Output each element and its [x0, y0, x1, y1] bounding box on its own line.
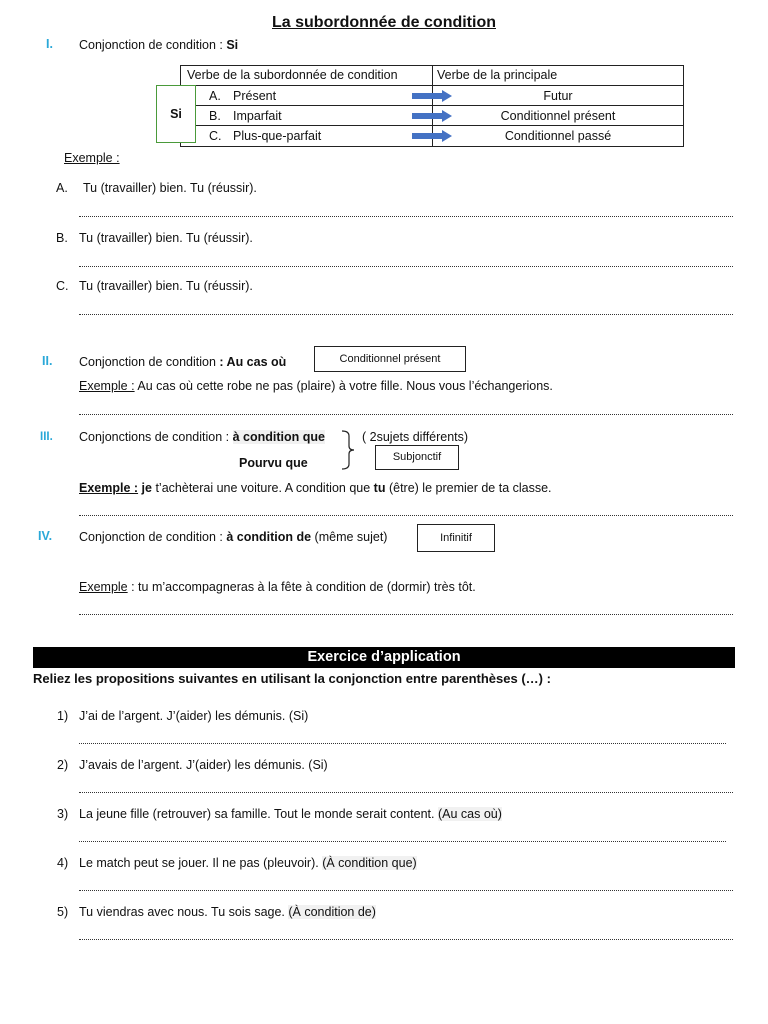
exemple-2: Exemple : Au cas où cette robe ne pas (plaire) à votre fille. Nous vous l’échangerions. [79, 379, 553, 393]
answer-line[interactable] [79, 841, 726, 842]
answer-line[interactable] [79, 890, 733, 891]
arrow-right-icon [412, 130, 452, 142]
answer-line[interactable] [79, 792, 733, 793]
answer-line[interactable] [79, 939, 733, 940]
list-item-letter: B. [56, 231, 68, 245]
row-result: Conditionnel passé [504, 129, 612, 143]
table-header-col2: Verbe de la principale [437, 68, 558, 82]
section-numeral-3: III. [40, 431, 53, 443]
exercise-item: La jeune fille (retrouver) sa famille. Tout le monde serait content. (Au cas où) [79, 807, 502, 821]
exemple-label-1: Exemple : [64, 151, 120, 165]
brace-icon [340, 430, 356, 470]
list-item-letter: C. [56, 279, 69, 293]
exercise-item: Tu viendras avec nous. Tu sois sage. (À condition de) [79, 905, 376, 919]
answer-line[interactable] [79, 515, 733, 516]
section-numeral-4: IV. [38, 529, 53, 543]
section-heading-3: Conjonctions de condition : à condition que [79, 430, 325, 444]
list-item-letter: A. [56, 181, 68, 195]
exercise-banner: Exercice d’application [33, 647, 735, 668]
table-header-col1: Verbe de la subordonnée de condition [187, 68, 398, 82]
exercise-item: J’avais de l’argent. J’(aider) les démunis. (Si) [79, 758, 328, 772]
si-label-box: Si [156, 85, 196, 143]
mode-box-conditionnel: Conditionnel présent [314, 346, 466, 372]
answer-line[interactable] [79, 614, 733, 615]
subject-note: ( 2sujets différents) [362, 430, 469, 444]
section-heading-4: Conjonction de condition : à condition de (même sujet) [79, 530, 388, 544]
conj-pourvu-que: Pourvu que [239, 456, 308, 470]
answer-line[interactable] [79, 216, 733, 217]
exercise-item: Le match peut se jouer. Il ne pas (pleuvoir). (À condition que) [79, 856, 417, 870]
answer-line[interactable] [79, 414, 733, 415]
exercise-instruction: Reliez les propositions suivantes en utilisant la conjonction entre parenthèses (…) : [33, 671, 551, 686]
exercise-item-number: 3) [57, 807, 69, 821]
row-tense: Présent [233, 89, 277, 103]
exercise-item-number: 2) [57, 758, 69, 772]
section-numeral-2: II. [42, 354, 53, 368]
row-result: Conditionnel présent [500, 109, 616, 123]
answer-line[interactable] [79, 314, 733, 315]
exemple-4: Exemple : tu m’accompagneras à la fête à condition de (dormir) très tôt. [79, 580, 476, 594]
row-tense: Imparfait [233, 109, 282, 123]
exercise-item-number: 4) [57, 856, 69, 870]
exercise-item: J’ai de l’argent. J’(aider) les démunis. (Si) [79, 709, 309, 723]
list-item: Tu (travailler) bien. Tu (réussir). [83, 181, 257, 195]
list-item: Tu (travailler) bien. Tu (réussir). [79, 231, 253, 245]
mode-box-infinitif: Infinitif [417, 524, 495, 552]
answer-line[interactable] [79, 266, 733, 267]
answer-line[interactable] [79, 743, 726, 744]
exercise-item-number: 1) [57, 709, 69, 723]
section-heading-1: Conjonction de condition : Si [79, 38, 239, 52]
mode-box-subjonctif: Subjonctif [375, 445, 459, 470]
list-item: Tu (travailler) bien. Tu (réussir). [79, 279, 253, 293]
row-result: Futur [543, 89, 573, 103]
row-letter: C. [209, 129, 222, 143]
exemple-3: Exemple : je t’achèterai une voiture. A condition que tu (être) le premier de ta classe. [79, 481, 552, 495]
page-title: La subordonnée de condition [272, 14, 496, 31]
row-letter: A. [209, 89, 221, 103]
arrow-right-icon [412, 90, 452, 102]
exercise-item-number: 5) [57, 905, 69, 919]
row-tense: Plus-que-parfait [233, 129, 322, 143]
section-numeral-1: I. [46, 37, 53, 51]
section-heading-2: Conjonction de condition : Au cas où [79, 355, 287, 369]
row-letter: B. [209, 109, 221, 123]
arrow-right-icon [412, 110, 452, 122]
